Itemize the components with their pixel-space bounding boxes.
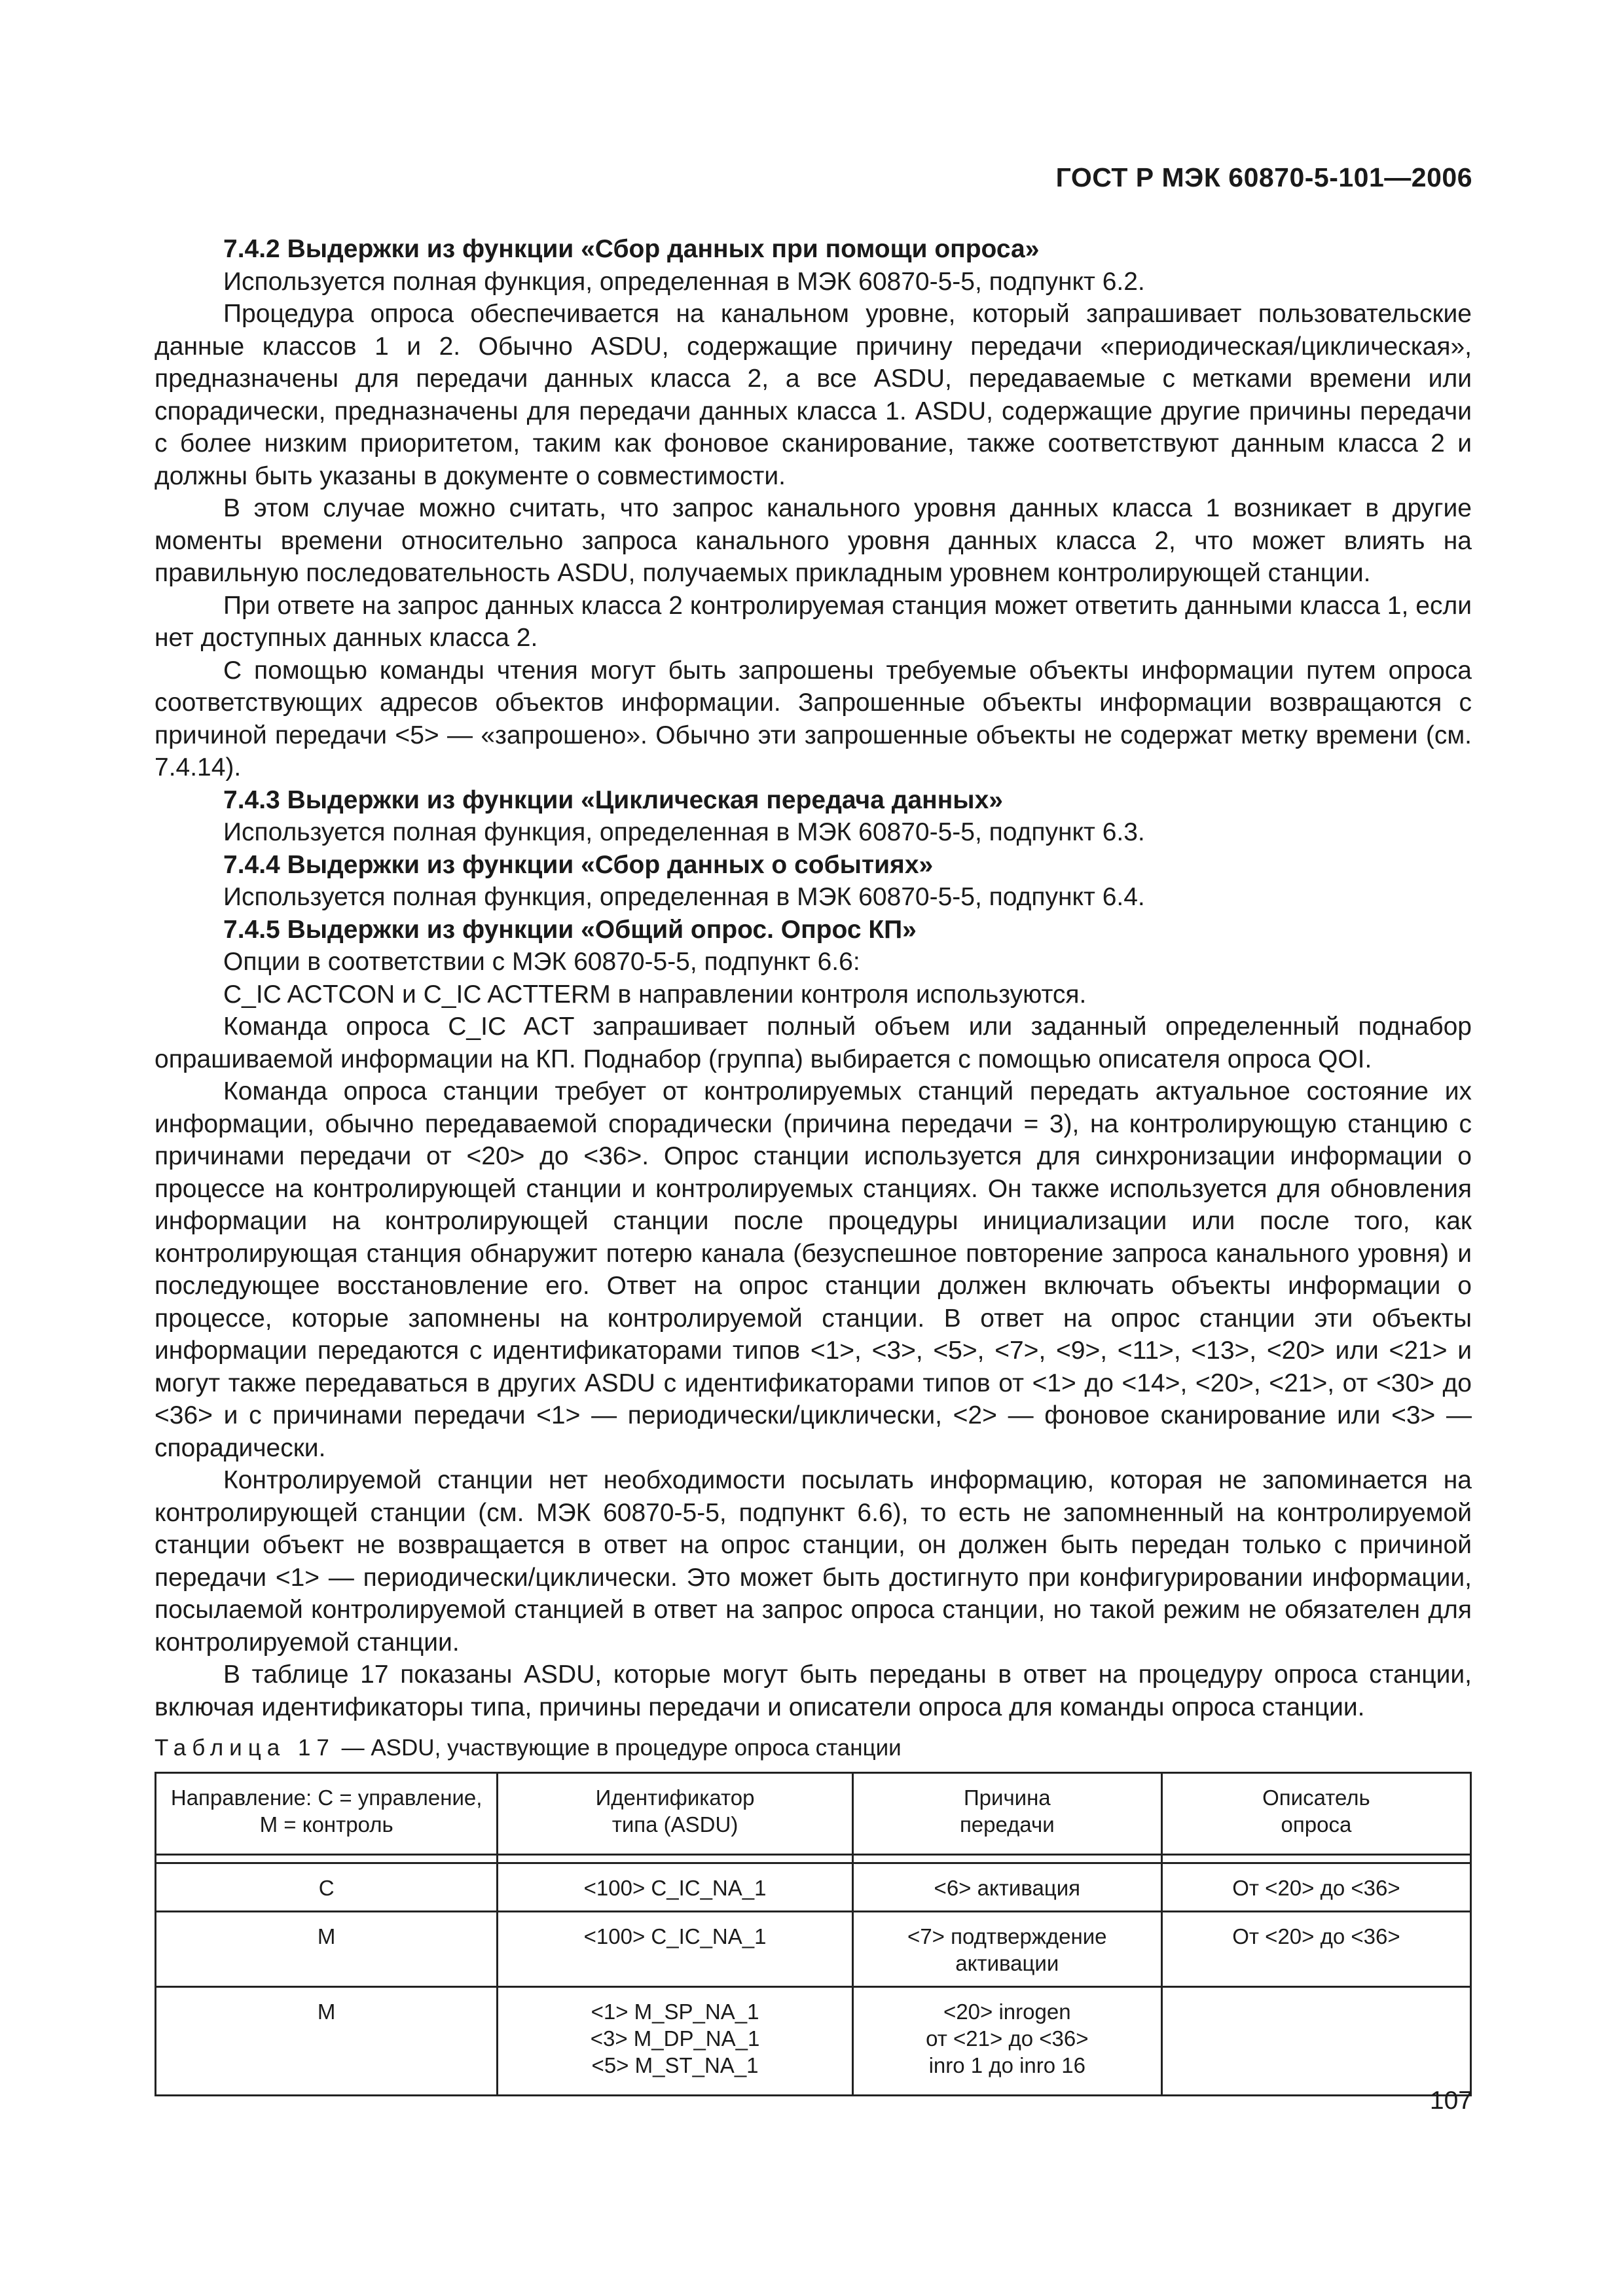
table-cell: М: [156, 1987, 498, 2096]
section-heading: 7.4.3 Выдержки из функции «Циклическая передача данных»: [223, 785, 1003, 814]
gap-cell: [852, 1855, 1161, 1863]
paragraph: Используется полная функция, определенная в МЭК 60870-5-5, подпункт 6.4.: [223, 883, 1145, 911]
table-cell: От <20> до <36>: [1161, 1912, 1470, 1987]
table-header-cell: Идентификатор типа (ASDU): [498, 1773, 852, 1855]
standard-header: ГОСТ Р МЭК 60870-5-101—2006: [1055, 162, 1472, 192]
table-row: [156, 1912, 1471, 1987]
paragraph: Контролируемой станции нет необходимости посылать информацию, которая не запоминается на контролирующей станции (см. МЭК 60870-5-5, подпункт 6.6), то есть не запомненный на контролируемой станции объект не возвращается в ответ на опрос станции, он должен быть передан только с причиной передачи <1> — периодически/циклически. Это может быть достигнуто при конфигурировании информации, посылаемой контролируемой станцией в ответ на запрос опроса станции, но такой режим не обязателен для контролируемой станции.: [155, 1466, 1472, 1657]
paragraph: Используется полная функция, определенная в МЭК 60870-5-5, подпункт 6.2.: [223, 267, 1145, 296]
section-heading: 7.4.2 Выдержки из функции «Сбор данных при помощи опроса»: [223, 235, 1040, 263]
asdu-table: [155, 1772, 1472, 2096]
table-cell: <100> C_IC_NA_1: [498, 1912, 852, 1987]
table-caption: [155, 1734, 1472, 1763]
text-section: [155, 233, 1472, 1723]
table-cell: <1> M_SP_NA_1 <3> M_DP_NA_1 <5> M_ST_NA_1: [498, 1987, 852, 2096]
section-heading: 7.4.5 Выдержки из функции «Общий опрос. Опрос КП»: [223, 915, 917, 944]
table-cell: <100> C_IC_NA_1: [498, 1863, 852, 1912]
gap-cell: [498, 1855, 852, 1863]
table-caption-text: — ASDU, участвующие в процедуре опроса станции: [335, 1735, 902, 1761]
table-header-cell: Причина передачи: [852, 1773, 1161, 1855]
paragraph: При ответе на запрос данных класса 2 контролируемая станция может ответить данными класса 1, если нет доступных данных класса 2.: [155, 591, 1472, 652]
section-heading: 7.4.4 Выдержки из функции «Сбор данных о событиях»: [223, 850, 934, 879]
table-cell: [1161, 1987, 1470, 2096]
table-caption-label: Таблица 17: [155, 1735, 335, 1761]
paragraph: Команда опроса станции требует от контролируемых станций передать актуальное состояние их информации, обычно передаваемой спорадически (причина передачи = 3), на контролирующую станцию с причинами передачи от <20> до <36>. Опрос станции используется для синхронизации информации о процессе на контролирующей станции и контролируемых станциях. Он также используется для обновления информации на контролирующей станции после процедуры инициализации или после того, как контролирующая станция обнаружит потерю канала (безуспешное повторение запроса канального уровня) и последующее восстановление его. Ответ на опрос станции должен включать объекты информации о процессе, которые запомнены на контролируемой станции. В ответ на опрос станции эти объекты информации передаются с идентификаторами типов <1>, <3>, <5>, <7>, <9>, <11>, <13>, <20> или <21> и могут также передаваться в других ASDU с идентификаторами типов от <1> до <14>, <20>, <21>, от <30> до <36> и с причинами передачи <1> — периодически/циклически, <2> — фоновое сканирование или <3> — спорадически.: [155, 1077, 1472, 1462]
paragraph: В таблице 17 показаны ASDU, которые могут быть переданы в ответ на процедуру опроса станции, включая идентификаторы типа, причины передачи и описатели опроса для команды опроса станции.: [155, 1660, 1472, 1721]
table-row: [156, 1863, 1471, 1912]
table-cell: С: [156, 1863, 498, 1912]
table-body: [156, 1863, 1471, 2096]
paragraph: Опции в соответствии с МЭК 60870-5-5, подпункт 6.6:: [223, 948, 860, 976]
table-header-cell: Описатель опроса: [1161, 1773, 1470, 1855]
page-number: 107: [1429, 2087, 1472, 2115]
paragraph: C_IC ACTCON и C_IC ACTTERM в направлении контроля используются.: [223, 980, 1087, 1009]
document-body: [155, 233, 1472, 2096]
table-header-row: [156, 1773, 1471, 1855]
paragraph: С помощью команды чтения могут быть запрошены требуемые объекты информации путем опроса соответствующих адресов объектов информации. Запрошенные объекты информации возвращаются с причиной передачи <5> — «запрошено». Обычно эти запрошенные объекты не содержат метку времени (см. 7.4.14).: [155, 656, 1472, 781]
paragraph: Процедура опроса обеспечивается на канальном уровне, который запрашивает пользовательские данные классов 1 и 2. Обычно ASDU, содержащие причину передачи «периодическая/циклическая», предназначены для передачи данных класса 2, а все ASDU, передаваемые с метками времени или спорадически, предназначены для передачи данных класса 1. ASDU, содержащие другие причины передачи с более низким приоритетом, таким как фоновое сканирование, также соответствуют данным класса 2 и должны быть указаны в документе о совместимости.: [155, 300, 1472, 490]
gap-cell: [1161, 1855, 1470, 1863]
table-row: [156, 1987, 1471, 2096]
paragraph: Команда опроса C_IC ACT запрашивает полный объем или заданный определенный поднабор опрашиваемой информации на КП. Поднабор (группа) выбирается с помощью описателя опроса QOI.: [155, 1013, 1472, 1073]
table-cell: <20> inrogen от <21> до <36> inro 1 до inro 16: [852, 1987, 1161, 2096]
table-cell: М: [156, 1912, 498, 1987]
table-cell: <6> активация: [852, 1863, 1161, 1912]
table-cell: <7> подтверждение активации: [852, 1912, 1161, 1987]
paragraph: В этом случае можно считать, что запрос канального уровня данных класса 1 возникает в другие моменты времени относительно запроса канального уровня данных класса 2, что может влиять на правильную последовательность ASDU, получаемых прикладным уровнем контролирующей станции.: [155, 494, 1472, 587]
table-cell: От <20> до <36>: [1161, 1863, 1470, 1912]
table-header-cell: Направление: С = управление, М = контроль: [156, 1773, 498, 1855]
table-header-gap-row: [156, 1855, 1471, 1863]
paragraph: Используется полная функция, определенная в МЭК 60870-5-5, подпункт 6.3.: [223, 818, 1145, 846]
gap-cell: [156, 1855, 498, 1863]
